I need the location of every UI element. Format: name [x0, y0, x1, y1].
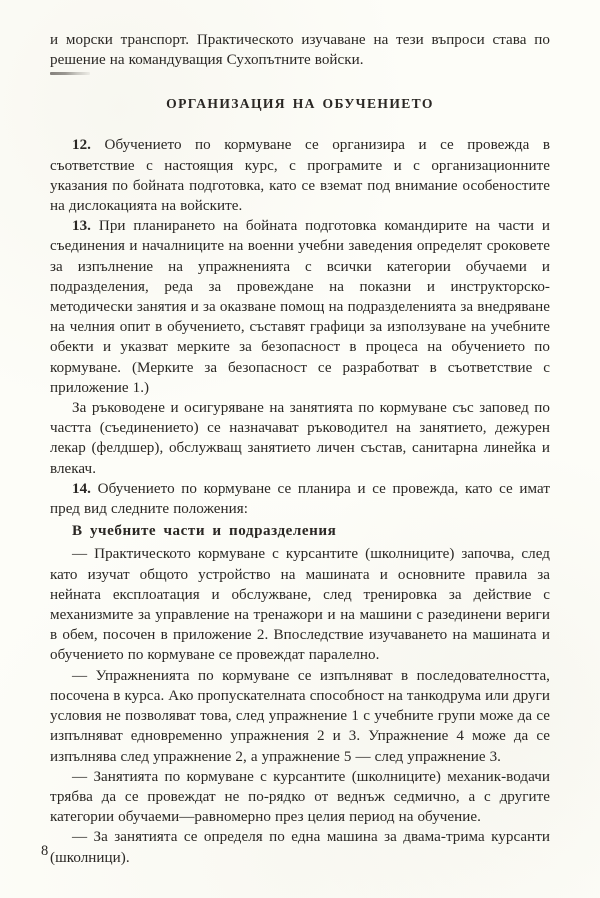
- paragraph-number: 12.: [72, 137, 91, 154]
- bullet-item-3: — Занятията по кормуване с курсантите (школниците) механик-водачи трябва да се провеждат не по-рядко от веднъж седмично, а с другите категории обучаеми—равномерно през целия период на обучение.: [50, 768, 550, 826]
- numbered-paragraph-14: [50, 479, 550, 519]
- page-number: 8: [41, 843, 49, 859]
- numbered-paragraph-12: [50, 135, 550, 216]
- paragraph-text: При планирането на бойната подготовка командирите на части и съединения и началниците на военни учебни заведения определят сроковете за изпълнение на упражненията с всички категории обучаеми и подразделения, реда за провеждане на показни и инструкторско-методически занятия и за оказване помощ на подразделенията за внедряване на челния опит в обучението, съставят графици за използуване на учебните обекти и указват мерките за безопасност в процеса на обучението по кормуване. (Мерките за безопасност се разработват в съответствие с приложение 1.): [50, 218, 550, 396]
- paragraph-number: 14.: [72, 480, 91, 497]
- numbered-paragraph-13: [50, 216, 550, 398]
- sub-heading: В учебните части и подразделения: [72, 523, 337, 540]
- bullet-item-4: — За занятията се определя по една машина за двама-трима курсанти (школници).: [50, 829, 550, 866]
- bullet-item-2: — Упражненията по кормуване се изпълняват в последователността, посочена в курса. Ако пропускателната способност на танкодрума или други условия не позволяват това, след упражнение 1 с учебните групи може да се изпълняват едновременно упражнения 2 и 3. Упражнение 4 може да се изпълнява след упражнение 2, а упражнение 5 — след упражнение 3.: [50, 667, 550, 765]
- paragraph-text: Обучението по кормуване се планира и се провежда, като се имат пред вид следните положения:: [50, 480, 550, 518]
- text-column: [50, 30, 550, 868]
- paragraph-text: Обучението по кормуване се организира и се провежда в съответствие с настоящия курс, с програмите и с организационните указания по бойната подготовка, като се вземат под внимание особеностите на дислокацията на войските.: [50, 137, 550, 215]
- page-title: ОРГАНИЗАЦИЯ НА ОБУЧЕНИЕТО: [166, 96, 434, 112]
- spacer-before-heading: [50, 70, 550, 94]
- paragraph-text: За ръководене и осигуряване на занятията по кормуване със заповед по частта (съединението) се назначават ръководител на занятието, дежурен лекар (фелдшер), обслужващ занятието личен състав, санитарна линейка и влекач.: [50, 400, 550, 477]
- bullet-item-1: — Практическото кормуване с курсантите (школниците) започва, след като изучат общото устройство на машината и основните правила за нейната експлоатация и обслужване, след тренировка за действие с механизмите за управление на тренажори и на машини с разединени вериги в обем, посочен в приложение 2. Впоследствие изучаването на машината и обучението по кормуване се провеждат паралелно.: [50, 546, 550, 664]
- continued-paragraph: и морски транспорт. Практическото изучаване на тези въпроси става по решение на командуващия Сухопътните войски.: [50, 32, 550, 69]
- paragraph-number: 13.: [72, 218, 91, 235]
- paragraph-supervision: [50, 398, 550, 479]
- spacer-after-heading: [50, 114, 550, 135]
